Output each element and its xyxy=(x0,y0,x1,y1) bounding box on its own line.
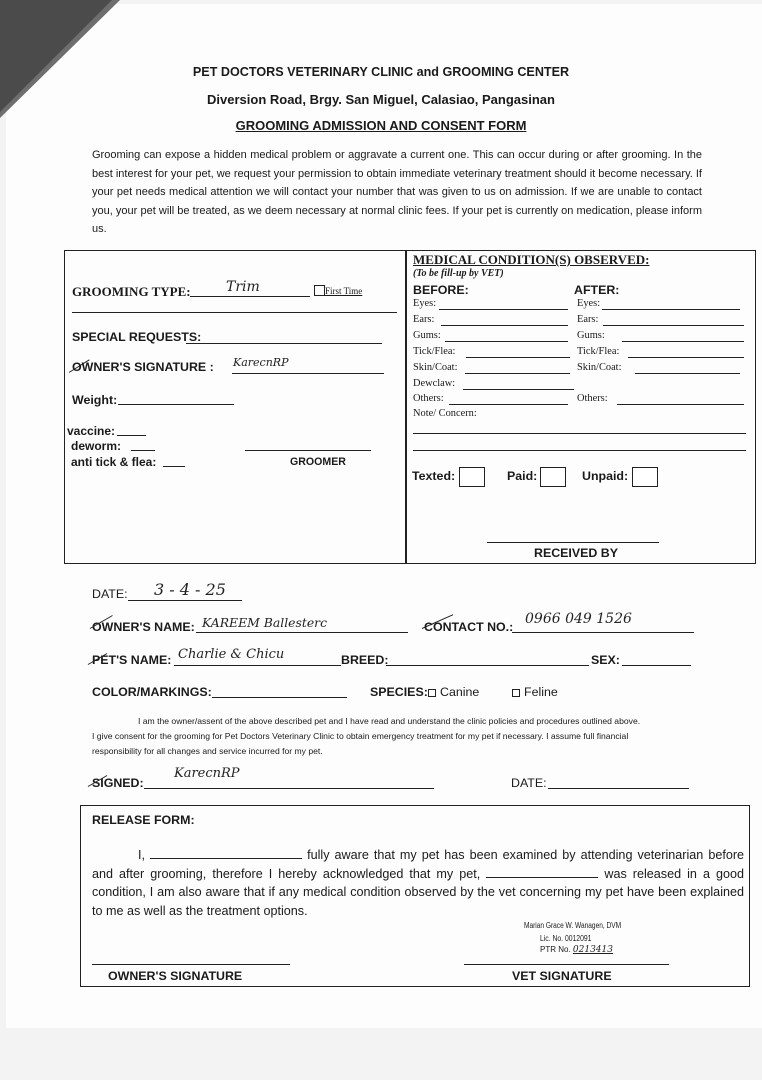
owner-name-line[interactable] xyxy=(196,632,408,633)
consent-line-2: I give consent for the grooming for Pet Doctors Veterinary Clinic to obtain emergency treatment for my pet if necessary. I assume full financial xyxy=(92,731,629,741)
before-field-label: Others: xyxy=(413,393,444,404)
after-field-label: Others: xyxy=(577,393,608,404)
release-text-b: was released in a good condition, I am also aware that if any medical condition observed by the vet concerning my pet have been explained to me as well as the treatment options. xyxy=(92,866,745,918)
before-field-label: Skin/Coat: xyxy=(413,362,458,373)
grooming-type-line xyxy=(190,296,310,297)
vet-stamp-name: Marian Grace W. Wanagen, DVM xyxy=(524,921,622,930)
color-markings-line[interactable] xyxy=(212,697,347,698)
sex-line[interactable] xyxy=(622,665,691,666)
before-field-label: Tick/Flea: xyxy=(413,346,456,357)
grooming-type-value[interactable]: Trim xyxy=(226,279,260,295)
before-field-line[interactable] xyxy=(439,309,568,310)
received-by-line[interactable] xyxy=(487,542,659,543)
anti-tick-label: anti tick & flea: xyxy=(71,455,157,469)
consent-date-label: DATE: xyxy=(511,776,547,790)
canine-checkbox[interactable] xyxy=(428,689,436,697)
feline-checkbox[interactable] xyxy=(512,689,520,697)
release-title: RELEASE FORM: xyxy=(92,813,195,827)
contact-value: 0966 049 1526 xyxy=(525,611,632,627)
medical-title: MEDICAL CONDITION(S) OBSERVED: xyxy=(413,252,650,267)
date-value: 3 - 4 - 25 xyxy=(154,580,226,599)
after-field-line[interactable] xyxy=(628,357,744,358)
signed-label: SIGNED: xyxy=(92,776,144,790)
after-label: AFTER: xyxy=(574,283,620,297)
texted-checkbox[interactable] xyxy=(459,467,485,487)
feline-label: Feline xyxy=(524,685,558,699)
before-field-line[interactable] xyxy=(449,404,568,405)
special-requests-line[interactable] xyxy=(186,343,382,344)
clinic-address: Diversion Road, Brgy. San Miguel, Calasiao, Pangasinan xyxy=(207,92,555,107)
vet-signature-line[interactable] xyxy=(464,964,669,965)
vet-ptr-value: 0213413 xyxy=(572,945,613,955)
vaccine-label: vaccine: xyxy=(67,424,116,438)
deworm-line[interactable] xyxy=(131,450,155,451)
texted-label: Texted: xyxy=(412,469,456,483)
after-field-label: Skin/Coat: xyxy=(577,362,622,373)
contact-line[interactable] xyxy=(512,632,694,633)
date-label: DATE: xyxy=(92,587,128,601)
owner-signature-release-label: OWNER'S SIGNATURE xyxy=(108,969,243,983)
owner-signature-release-line[interactable] xyxy=(92,964,290,965)
groomer-label: GROOMER xyxy=(290,456,346,468)
owner-name-label: OWNER'S NAME: xyxy=(92,620,195,634)
after-field-line[interactable] xyxy=(603,325,744,326)
vet-stamp-ptr xyxy=(540,945,613,955)
note-line-2[interactable] xyxy=(413,450,746,451)
before-field-label: Dewclaw: xyxy=(413,378,456,389)
release-i: I, xyxy=(138,848,145,862)
consent-line-1: I am the owner/assent of the above described pet and I have read and understand the clinic policies and procedures outlined above. xyxy=(138,716,641,726)
after-field-label: Eyes: xyxy=(577,298,601,309)
owner-name-value: KAREEM Ballesterc xyxy=(202,615,328,630)
owner-signature-line[interactable] xyxy=(232,373,384,374)
pet-name-line[interactable] xyxy=(174,665,341,666)
first-time-label: First Time xyxy=(325,286,363,296)
after-field-line[interactable] xyxy=(635,373,740,374)
note-label: Note/ Concern: xyxy=(413,408,477,419)
after-field-line[interactable] xyxy=(622,341,744,342)
canine-label: Canine xyxy=(440,685,480,699)
date-line[interactable] xyxy=(128,600,242,601)
release-name-blank[interactable] xyxy=(150,846,302,859)
contact-label: CONTACT NO.: xyxy=(424,620,514,634)
intro-paragraph: Grooming can expose a hidden medical problem or aggravate a current one. This can occur during or after grooming. In the best interest for your pet, we request your permission to obtain immediate veterinary treatment should it become necessary. If your pet needs medical attention we will contact your number that was given to us on admission. If we are unable to contact you, your pet will be treated, as we deem necessary at normal clinic fees. If your pet is currently on medication, please inform us. xyxy=(92,149,702,236)
before-field-label: Gums: xyxy=(413,330,441,341)
color-markings-label: COLOR/MARKINGS: xyxy=(92,685,212,699)
unpaid-checkbox[interactable] xyxy=(632,467,658,487)
release-text xyxy=(92,846,744,920)
deworm-label: deworm: xyxy=(71,439,122,453)
vet-signature-label: VET SIGNATURE xyxy=(512,969,612,983)
form-title: GROOMING ADMISSION AND CONSENT FORM xyxy=(235,118,527,133)
after-field-label: Ears: xyxy=(577,314,599,325)
weight-label: Weight: xyxy=(72,393,118,407)
weight-line[interactable] xyxy=(118,404,234,405)
special-requests-label: SPECIAL REQUESTS: xyxy=(72,330,202,344)
release-pet-blank[interactable] xyxy=(486,865,598,878)
before-field-line[interactable] xyxy=(466,357,570,358)
sex-label: SEX: xyxy=(591,653,620,667)
species-label: SPECIES: xyxy=(370,685,428,699)
vet-stamp-lic: Lic. No. 0012091 xyxy=(540,934,592,943)
medical-subtitle: (To be fill-up by VET) xyxy=(413,268,504,279)
grooming-extra-line xyxy=(72,312,397,313)
first-time-checkbox[interactable] xyxy=(314,285,325,296)
before-field-label: Eyes: xyxy=(413,298,437,309)
pet-name-value: Charlie & Chicu xyxy=(178,647,285,662)
consent-text xyxy=(92,714,702,759)
before-field-line[interactable] xyxy=(441,325,568,326)
after-field-line[interactable] xyxy=(617,404,744,405)
paid-label: Paid: xyxy=(507,469,538,483)
consent-line-3: responsibility for all changes and service incurred for my pet. xyxy=(92,746,323,756)
before-field-line[interactable] xyxy=(445,341,568,342)
anti-tick-line[interactable] xyxy=(163,466,185,467)
after-field-line[interactable] xyxy=(602,309,740,310)
owner-signature-label: OWNER'S SIGNATURE : xyxy=(72,360,214,374)
before-label: BEFORE: xyxy=(413,283,469,297)
received-by-label: RECEIVED BY xyxy=(534,546,618,560)
owner-signature-value: KarecnRP xyxy=(233,356,289,369)
pet-name-label: PET'S NAME: xyxy=(92,653,172,667)
before-field-line[interactable] xyxy=(463,389,574,390)
breed-line[interactable] xyxy=(386,665,589,666)
vet-ptr-label: PTR No. xyxy=(540,945,571,954)
release-text-a: fully aware that my pet has been examined by attending veterinarian before and after grooming, therefore I hereby acknowledged that my pet, xyxy=(92,848,745,881)
after-field-label: Gums: xyxy=(577,330,605,341)
paid-checkbox[interactable] xyxy=(540,467,566,487)
after-field-label: Tick/Flea: xyxy=(577,346,620,357)
groomer-line[interactable] xyxy=(245,450,371,451)
signed-value: KarecnRP xyxy=(174,766,240,781)
unpaid-label: Unpaid: xyxy=(582,469,629,483)
before-field-label: Ears: xyxy=(413,314,435,325)
clinic-name: PET DOCTORS VETERINARY CLINIC and GROOMING CENTER xyxy=(192,65,570,79)
before-field-line[interactable] xyxy=(465,373,570,374)
signed-line[interactable] xyxy=(144,788,434,789)
breed-label: BREED: xyxy=(341,653,389,667)
vaccine-line[interactable] xyxy=(117,435,146,436)
consent-date-line[interactable] xyxy=(548,788,689,789)
grooming-type-label: GROOMING TYPE: xyxy=(72,284,191,299)
note-line-1[interactable] xyxy=(413,433,746,434)
